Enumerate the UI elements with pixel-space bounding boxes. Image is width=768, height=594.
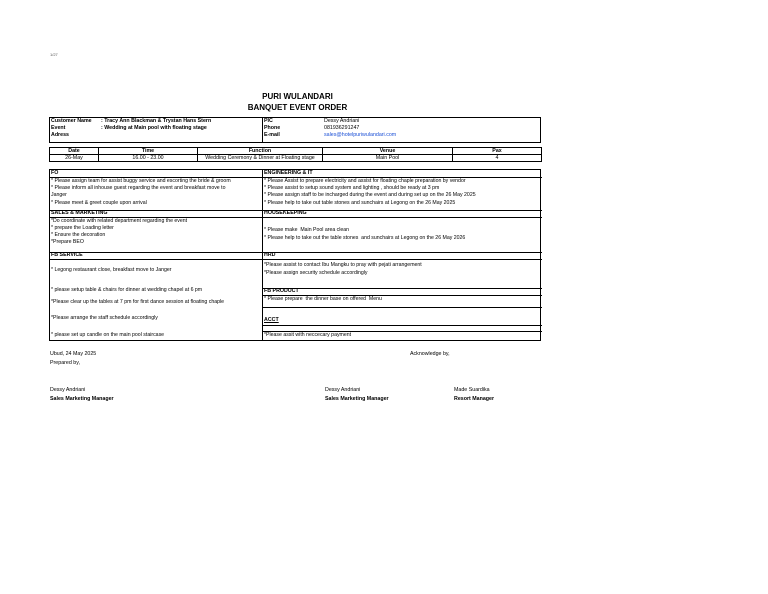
housekeeping-line: * Please help to take out the table stones and sunchairs at Legong on the 26 May 2026 xyxy=(264,235,466,241)
housekeeping-line: * Please make Main Pool area clean xyxy=(264,227,350,233)
email-label: E-mail xyxy=(264,132,280,138)
fb-service-line: * please setup table & chairs for dinner at wedding chapel at 6 pm xyxy=(51,287,203,293)
event-label: Event xyxy=(51,125,66,131)
signatory-3-name: Made Suardika xyxy=(454,387,490,393)
fo-line: * Please assign team for assist buggy service and escorting the bride & groom xyxy=(51,178,231,184)
header-time: Time xyxy=(99,148,198,155)
divider xyxy=(262,217,542,218)
cell-function: Wedding Ceremony & Dinner at Floating stage xyxy=(198,155,323,162)
divider xyxy=(262,288,542,289)
fb-product-line: * Please prepare the dinner base on offered Menu xyxy=(264,296,382,302)
address-label: Adress xyxy=(51,132,69,138)
fo-line: * Please meet & greet couple upon arrival xyxy=(51,200,147,206)
fb-service-line: *Please clear up the tables at 7 pm for first dance session at floating chaple xyxy=(51,299,225,305)
signatory-1-name: Dessy Andriani xyxy=(50,387,86,393)
engineering-line: * Please assign staff to be incharged during the event and during set up on the 26 May 2025 xyxy=(264,192,476,198)
info-divider xyxy=(262,118,263,142)
pic-value: Dessy Andriani xyxy=(324,118,360,124)
section-fo-title: FO xyxy=(51,170,59,176)
signatory-3-title: Resort Manager xyxy=(454,396,495,402)
event-table-header xyxy=(50,148,542,155)
section-acct-title: ACCT xyxy=(264,317,279,323)
header-function: Function xyxy=(198,148,323,155)
header-venue: Venue xyxy=(323,148,453,155)
signatory-2-name: Dessy Andriani xyxy=(325,387,361,393)
prepared-by-label: Prepared by, xyxy=(50,360,80,366)
grid-divider xyxy=(262,170,263,340)
fo-line: Janger xyxy=(51,192,67,198)
acct-line: *Please assit with neccecary payment xyxy=(264,332,352,338)
signatory-1-title: Sales Marketing Manager xyxy=(50,396,114,402)
fb-service-line: * please set up candle on the main pool staircase xyxy=(51,332,165,338)
cell-time: 16.00 - 23.00 xyxy=(99,155,198,162)
cell-pax: 4 xyxy=(453,155,542,162)
cell-venue: Main Pool xyxy=(323,155,453,162)
fb-service-line: * Legong restaurant close, breakfast move to Janger xyxy=(51,267,172,273)
hrd-line: *Please assist to contact Ibu Mangku to pray with pejati arrangement xyxy=(264,262,422,268)
pic-label: PIC xyxy=(264,118,273,124)
divider xyxy=(50,259,262,260)
section-fb-product-title: FB PRODUCT xyxy=(264,288,299,294)
engineering-line: * Please Assist to prepare electricity and assist for floating chaple preparation by vendor xyxy=(264,178,466,184)
section-hrd-title: HRD xyxy=(264,252,276,258)
signatory-2-title: Sales Marketing Manager xyxy=(325,396,389,402)
fo-line: * Please inform all inhouse guest regarding the event and breakfast move to xyxy=(51,185,226,191)
sales-line: *Do coordinate with related department regarding the event xyxy=(51,218,188,224)
section-housekeeping-title: HOUSEKEEPING xyxy=(264,210,307,216)
phone-label: Phone xyxy=(264,125,281,131)
header-pax: Pax xyxy=(453,148,542,155)
sales-line: *Prepare BEO xyxy=(51,239,84,245)
divider xyxy=(262,307,542,308)
sales-line: * prepare the Loading letter xyxy=(51,225,114,231)
section-sales-title: SALES & MARKETING xyxy=(51,210,108,216)
email-link[interactable]: sales@hotelpuriwulandari.com xyxy=(324,132,397,138)
engineering-line: * Please assist to setup sound system and lighting , should be ready at 3 pm xyxy=(264,185,440,191)
acknowledge-by-label: Acknowledge by, xyxy=(410,351,450,357)
department-grid xyxy=(49,169,541,341)
table-row xyxy=(50,155,542,162)
fb-service-line: *Please arrange the staff schedule accordingly xyxy=(51,315,158,321)
hrd-line: *Please assign security schedule accordingly xyxy=(264,270,368,276)
header-date: Date xyxy=(50,148,99,155)
document-title: BANQUET EVENT ORDER xyxy=(247,103,348,112)
divider xyxy=(262,259,542,260)
section-engineering-title: ENGINEERING & IT xyxy=(264,170,313,176)
customer-value: : Tracy Ann Blackman & Trystan Hans Stern xyxy=(101,118,212,124)
divider xyxy=(262,252,542,253)
sales-line: * Ensure the decoration xyxy=(51,232,106,238)
place-date: Ubud, 24 May 2025 xyxy=(50,351,97,357)
event-table xyxy=(49,147,542,162)
customer-info-box xyxy=(49,117,541,143)
section-fb-service-title: FB SERVICE xyxy=(51,252,83,258)
hotel-name: PURI WULANDARI xyxy=(262,92,333,101)
engineering-line: * Please help to take out table stones and sunchairs at Legong on the 26 May 2025 xyxy=(264,200,456,206)
phone-value: 081936291247 xyxy=(324,125,360,131)
event-value: : Wedding at Main pool with floating stage xyxy=(101,125,207,131)
divider xyxy=(262,325,542,326)
page-corner-text: 1/27 xyxy=(50,52,58,57)
cell-date: 26-May xyxy=(50,155,99,162)
customer-label: Customer Name xyxy=(51,118,92,124)
